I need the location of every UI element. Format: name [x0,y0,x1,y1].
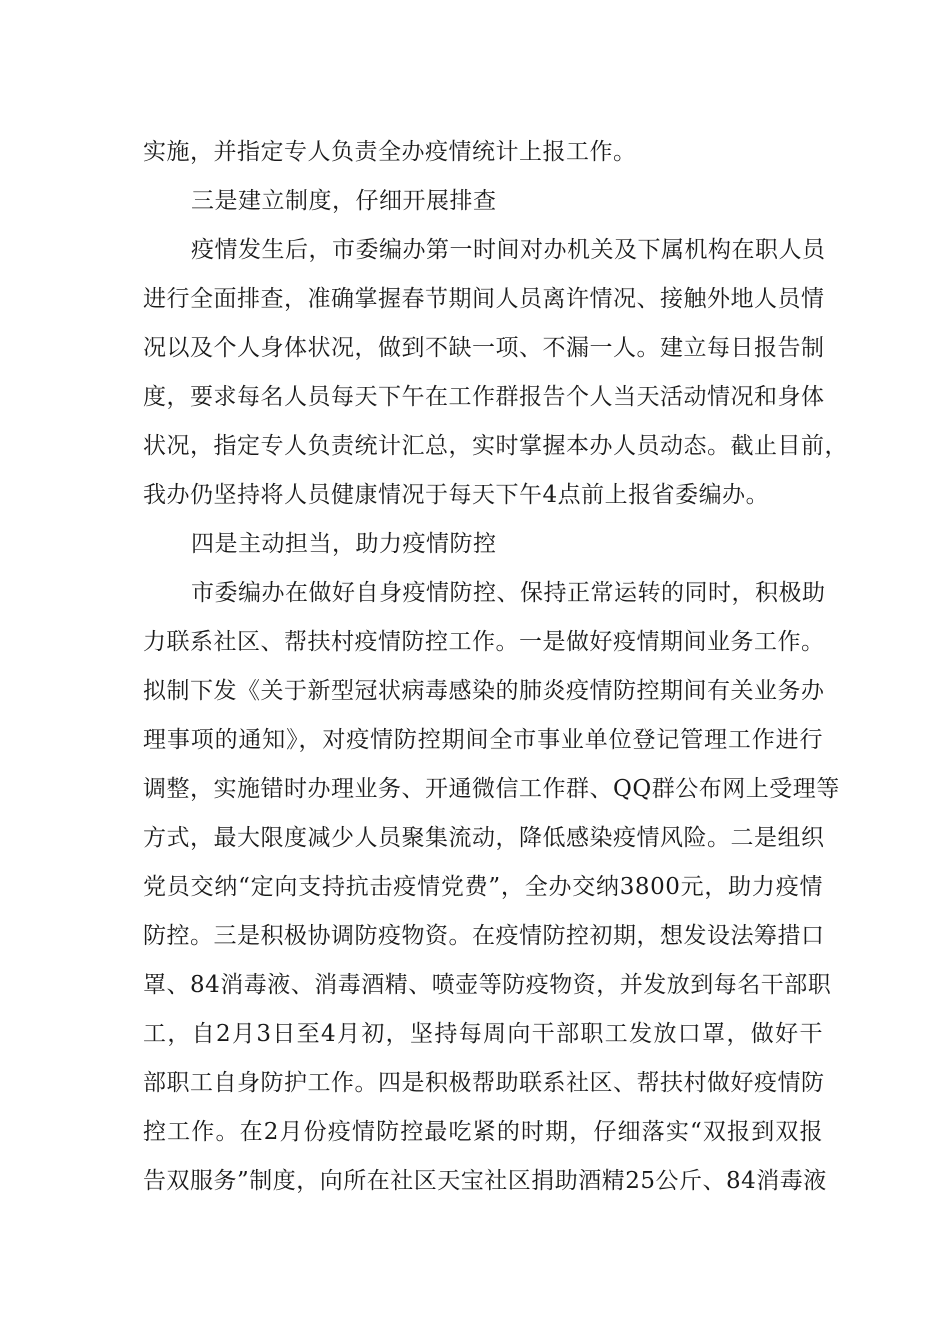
body-text-line: 罩、84消毒液、消毒酒精、喷壶等防疫物资，并发放到每名干部职 [143,972,832,998]
body-text-line: 党员交纳“定向支持抗击疫情党费”，全办交纳3800元，助力疫情 [143,874,823,900]
body-text-line: 理事项的通知》，对疫情防控期间全市事业单位登记管理工作进行 [143,727,823,753]
body-text-line: 进行全面排查，准确掌握春节期间人员离许情况、接触外地人员情 [143,286,825,312]
body-text-line: 况以及个人身体状况，做到不缺一项、不漏一人。建立每日报告制 [143,335,825,361]
section-heading: 四是主动担当，助力疫情防控 [191,531,497,557]
body-text-line: 实施，并指定专人负责全办疫情统计上报工作。 [143,139,637,165]
body-text-line: 度，要求每名人员每天下午在工作群报告个人当天活动情况和身体 [143,384,825,410]
body-text-line: 拟制下发《关于新型冠状病毒感染的肺炎疫情防控期间有关业务办 [143,678,825,704]
body-text-line: 部职工自身防护工作。四是积极帮助联系社区、帮扶村做好疫情防 [143,1070,825,1096]
section-heading: 三是建立制度，仔细开展排查 [191,188,497,214]
body-text-line: 力联系社区、帮扶村疫情防控工作。一是做好疫情期间业务工作。 [143,629,825,655]
body-text-line: 工，自2月3日至4月初，坚持每周向干部职工发放口罩，做好干 [143,1021,823,1047]
body-text-line: 疫情发生后，市委编办第一时间对办机关及下属机构在职人员 [191,237,826,263]
body-text-line: 防控。三是积极协调防疫物资。在疫情防控初期，想发设法筹措口 [143,923,825,949]
body-text-line: 我办仍坚持将人员健康情况于每天下午4点前上报省委编办。 [143,482,770,508]
body-text-line: 状况，指定专人负责统计汇总，实时掌握本办人员动态。截止目前， [143,433,848,459]
body-text-line: 告双服务”制度，向所在社区天宝社区捐助酒精25公斤、84消毒液 [143,1168,827,1194]
body-text-line: 控工作。在2月份疫情防控最吃紧的时期，仔细落实“双报到双报 [143,1119,823,1145]
body-text-line: 方式，最大限度减少人员聚集流动，降低感染疫情风险。二是组织 [143,825,825,851]
body-text-line: 调整，实施错时办理业务、开通微信工作群、QQ群公布网上受理等 [143,776,840,802]
body-text-line: 市委编办在做好自身疫情防控、保持正常运转的同时，积极助 [191,580,826,606]
